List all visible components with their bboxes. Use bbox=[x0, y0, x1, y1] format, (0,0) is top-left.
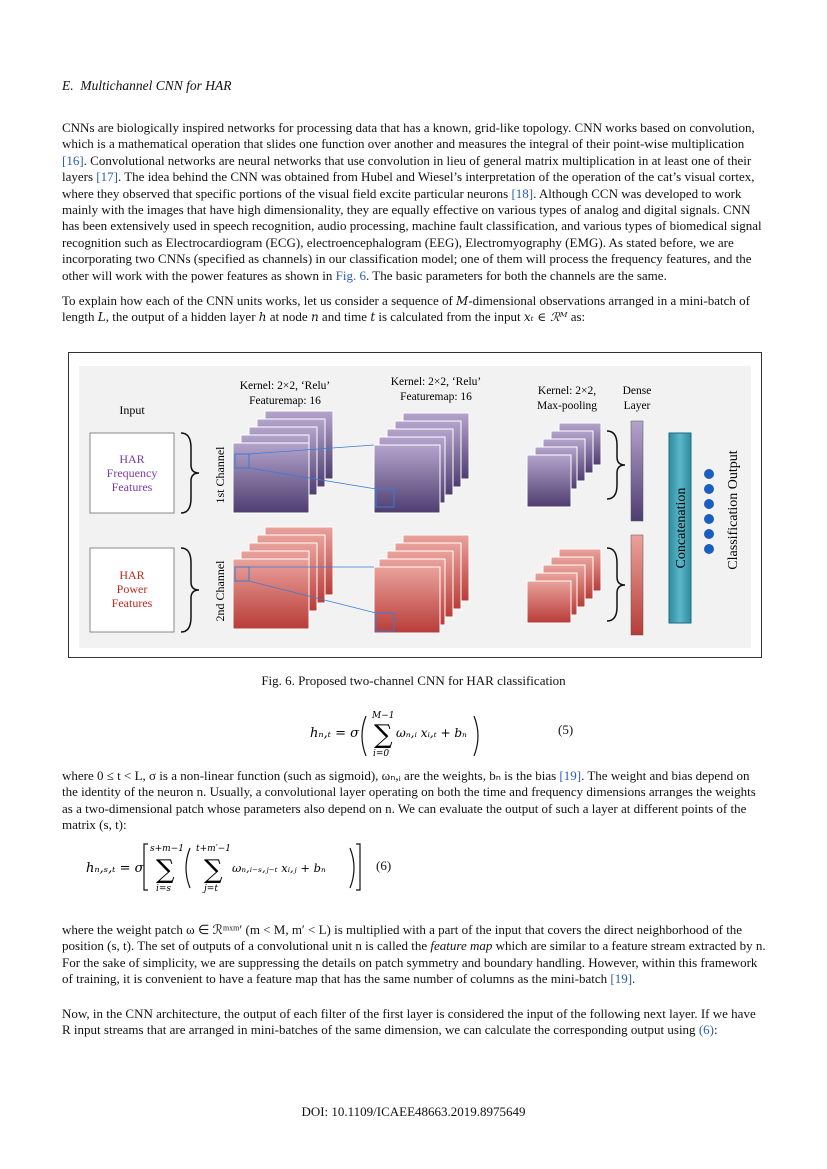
cnn-diagram bbox=[69, 353, 763, 659]
freq-line-1: HAR bbox=[119, 452, 145, 466]
eq6-upper2: t+m′−1 bbox=[196, 844, 232, 854]
concatenation-label: Concatenation bbox=[674, 487, 689, 569]
eq6-lhs: hₙ,ₛ,ₜ = σ bbox=[86, 861, 144, 876]
svg-text:∑: ∑ bbox=[156, 855, 175, 885]
equation-6-link[interactable]: (6) bbox=[698, 1022, 714, 1038]
eq5-upper: M−1 bbox=[372, 711, 395, 721]
pool-type-label: Max-pooling bbox=[536, 400, 598, 412]
input-label: Input bbox=[119, 403, 145, 417]
channel-1-label: 1st Channel bbox=[213, 446, 227, 504]
pool-kernel-label: Kernel: 2×2, bbox=[537, 385, 597, 397]
paragraph-sequence: To explain how each of the CNN units works, let us consider a sequence of M-dimensional observations arranged in a mini-batch of length L, the output of a hidden layer h at node n and time t is calculated from the input xₜ ∈ ℛᴹ as: bbox=[62, 293, 750, 325]
classification-output-label: Classification Output bbox=[726, 450, 741, 570]
power-line-1: HAR bbox=[119, 568, 145, 582]
dense-label-1: Dense bbox=[622, 385, 652, 397]
equation-5-graphic bbox=[300, 702, 500, 762]
eq6-number: (6) bbox=[376, 858, 392, 873]
conv2-kernel-label: Kernel: 2×2, ‘Relu’ bbox=[390, 376, 482, 388]
citation-16[interactable]: [16] bbox=[62, 152, 84, 168]
conv2-featuremap-label: Featuremap: 16 bbox=[400, 391, 472, 403]
dense-layer-channel1 bbox=[631, 421, 643, 521]
eq6-lower1: i=s bbox=[156, 884, 172, 894]
figure-link[interactable]: Fig. 6 bbox=[335, 267, 367, 283]
paragraph-architecture: Now, in the CNN architecture, the output of each filter of the first layer is considered the input of the following next layer. If we have R input streams that are arranged in mini-batches of the same dimension, we can calculate the corresponding output using (6): bbox=[62, 1006, 756, 1038]
svg-text:∑: ∑ bbox=[374, 720, 393, 750]
citation-19b[interactable]: [19] bbox=[610, 971, 633, 987]
citation-17[interactable]: [17] bbox=[96, 169, 118, 185]
citation-18[interactable]: [18] bbox=[511, 185, 534, 201]
conv1-kernel-label: Kernel: 2×2, ‘Relu’ bbox=[239, 380, 331, 392]
doi-footer: DOI: 10.1109/ICAEE48663.2019.8975649 bbox=[301, 1104, 526, 1119]
freq-line-2: Frequency bbox=[106, 466, 158, 480]
paragraph-weights: where 0 ≤ t < L, σ is a non-linear function (such as sigmoid), ωₙ,ᵢ are the weights, bₙ is the bias [19]. The weight and bias depend on the identity of the neuron n. Usually, a convolutional layer operating on both the time and frequency dimensions arranges the weights as a two-dimensional patch whose parameters also depend on n. We can evaluate the output of such a layer at different points of the matrix (s, t): bbox=[62, 768, 756, 833]
section-heading: E. Multichannel CNN for HAR bbox=[62, 78, 232, 93]
power-line-2: Power bbox=[116, 582, 148, 596]
dense-label-2: Layer bbox=[623, 400, 651, 412]
eq6-lower2: j=t bbox=[204, 884, 218, 894]
paragraph-feature-map: where the weight patch ω ∈ ℛᵐˣᵐ′ (m < M, m′ < L) is multiplied with a part of the input that covers the direct neighborhood of the position (s, t). The set of outputs of a convolutional unit n is called the feature map which are similar to a feature stream extracted by n. For the sake of simplicity, we are suppressing the details on patch symmetry and boundary handling. However, within this framework of training, it is convenient to have a feature map that has the same number of columns as the mini-batch [19]. bbox=[62, 922, 766, 987]
power-line-3: Features bbox=[111, 596, 153, 610]
svg-text:∑: ∑ bbox=[204, 855, 223, 885]
cnn-figure bbox=[68, 352, 762, 658]
conv1-featuremap-label: Featuremap: 16 bbox=[249, 395, 321, 407]
eq5-lhs: hₙ,ₜ = σ bbox=[310, 726, 360, 741]
figure-caption: Fig. 6. Proposed two-channel CNN for HAR classification bbox=[261, 673, 566, 688]
channel-2-label: 2nd Channel bbox=[213, 560, 227, 622]
eq6-body: ωₙ,ᵢ₋ₛ,ⱼ₋ₜ xᵢ,ⱼ + bₙ bbox=[232, 861, 326, 875]
eq5-number: (5) bbox=[558, 722, 574, 737]
paragraph-intro: CNNs are biologically inspired networks for processing data that has a known, grid-like topology. CNN works based on convolution, which is a mathematical operation that slides one function over another and measures the integral of their point-wise multiplication [16]. Convolutional networks are neural networks that use convolution in lieu of general matrix multiplication in at least one of their layers [17]. The idea behind the CNN was obtained from Hubel and Wiesel’s interpretation of the operation of the cat’s visual cortex, where they observed that specific portions of the visual field excite particular neurons [18]. Although CCN was developed to work mainly with the images that have high dimensionality, they are equally effective on various types of analog and digital signals. CNN has been extensively used in speech recognition, audio processing, machine fault classification, and various types of biomedical signal recognition such as Electrocardiogram (ECG), electroencephalogram (EEG), Electromyography (EMG). As stated before, we are incorporating two CNNs (specified as channels) in our classification model; one of them will process the frequency features, and the other will work with the power features as shown in Fig. 6. The basic parameters for both the channels are the same. bbox=[62, 120, 762, 283]
citation-19[interactable]: [19] bbox=[559, 768, 582, 783]
equation-6-graphic bbox=[84, 836, 384, 896]
eq5-lower: i=0 bbox=[373, 749, 390, 759]
eq6-upper1: s+m−1 bbox=[150, 844, 184, 854]
dense-layer-channel2 bbox=[631, 535, 643, 635]
eq5-body: ωₙ,ᵢ xᵢ,ₜ + bₙ bbox=[396, 726, 467, 740]
freq-line-3: Features bbox=[111, 480, 153, 494]
